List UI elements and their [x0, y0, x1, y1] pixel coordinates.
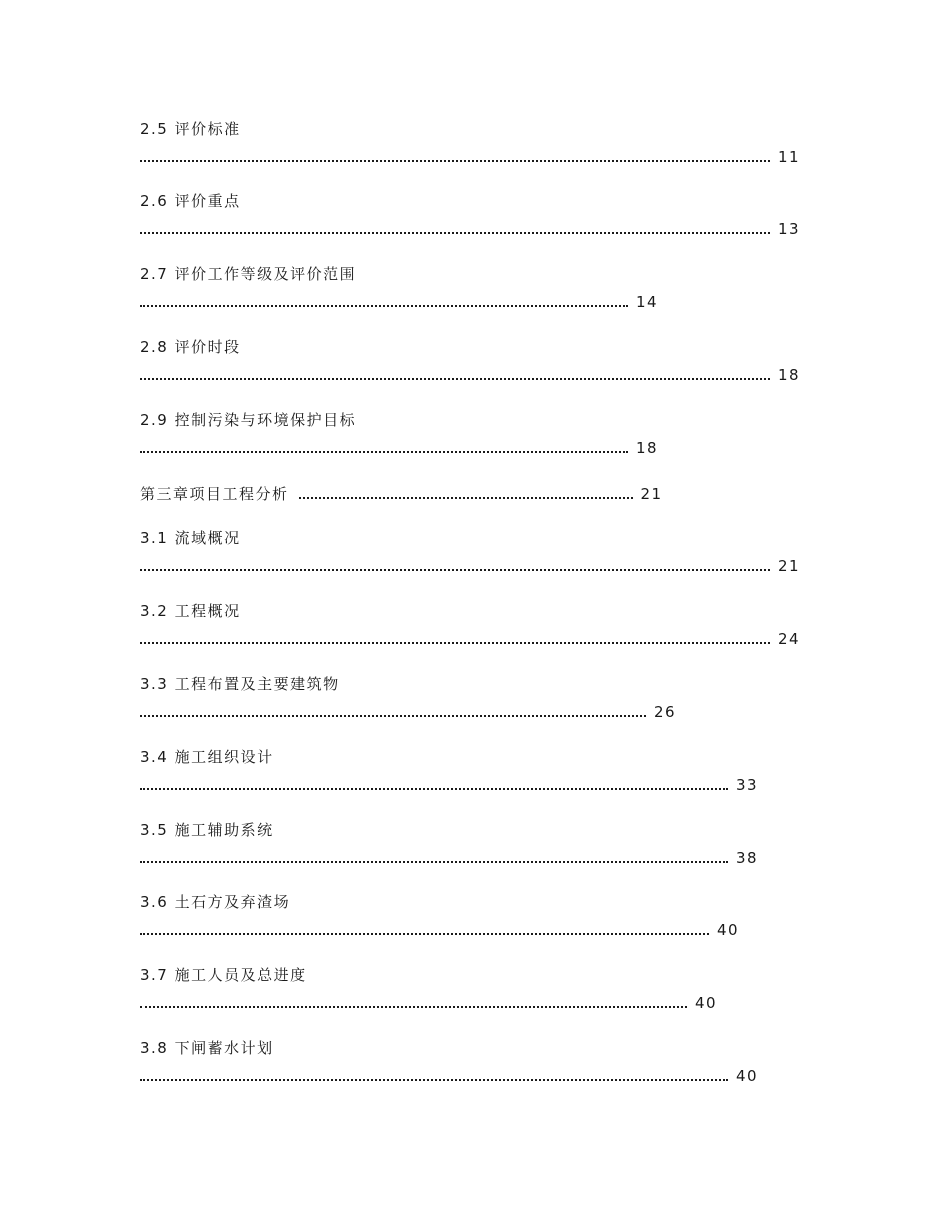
toc-page-3-1: 21: [778, 557, 801, 575]
dot-leader: [140, 847, 728, 863]
toc-page-2-6: 13: [778, 220, 801, 238]
dot-leader: [299, 483, 633, 499]
toc-title-2-9: 2.9 控制污染与环境保护目标: [140, 411, 357, 429]
toc-leader-3-5: [140, 847, 758, 868]
toc-leader-3-2: [140, 628, 800, 649]
toc-title-2-7: 2.7 评价工作等级及评价范围: [140, 265, 357, 283]
toc-chapter-3: [140, 483, 663, 504]
dot-leader: [140, 992, 687, 1008]
toc-leader-3-7: [140, 992, 717, 1013]
toc-leader-2-9: [140, 437, 658, 458]
toc-leader-2-6: [140, 218, 800, 239]
dot-leader: [140, 555, 770, 571]
toc-leader-3-8: [140, 1065, 758, 1086]
dot-leader: [140, 1065, 728, 1081]
dot-leader: [140, 146, 770, 162]
dot-leader: [140, 701, 646, 717]
dot-leader: [140, 774, 728, 790]
toc-leader-3-4: [140, 774, 758, 795]
toc-page-2-8: 18: [778, 366, 801, 384]
toc-title-3-7: 3.7 施工人员及总进度: [140, 966, 307, 984]
toc-title-2-6: 2.6 评价重点: [140, 192, 241, 210]
dot-leader: [140, 218, 770, 234]
toc-page-2-7: 14: [636, 293, 659, 311]
toc-title-3-4: 3.4 施工组织设计: [140, 748, 274, 766]
toc-title-3-6: 3.6 土石方及弃渣场: [140, 893, 291, 911]
toc-title-2-8: 2.8 评价时段: [140, 338, 241, 356]
toc-page-3-5: 38: [736, 849, 759, 867]
dot-leader: [140, 919, 709, 935]
toc-leader-3-6: [140, 919, 739, 940]
toc-title-chapter-3: 第三章项目工程分析: [140, 485, 289, 503]
dot-leader: [140, 364, 770, 380]
toc-leader-3-1: [140, 555, 800, 576]
toc-leader-2-8: [140, 364, 800, 385]
toc-page-3-3: 26: [654, 703, 677, 721]
toc-page-2-5: 11: [778, 148, 801, 166]
toc-title-2-5: 2.5 评价标准: [140, 120, 241, 138]
toc-title-3-3: 3.3 工程布置及主要建筑物: [140, 675, 340, 693]
dot-leader: [140, 628, 770, 644]
toc-page-3-2: 24: [778, 630, 801, 648]
toc-leader-2-5: [140, 146, 800, 167]
toc-page-chapter-3: 21: [640, 485, 663, 503]
toc-title-3-2: 3.2 工程概况: [140, 602, 241, 620]
toc-page-3-6: 40: [717, 921, 740, 939]
toc-title-3-1: 3.1 流域概况: [140, 529, 241, 547]
toc-leader-3-3: [140, 701, 676, 722]
toc-page-3-4: 33: [736, 776, 759, 794]
toc-page-3-8: 40: [736, 1067, 759, 1085]
toc-title-3-5: 3.5 施工辅助系统: [140, 821, 274, 839]
toc-leader-2-7: [140, 291, 658, 312]
dot-leader: [140, 291, 628, 307]
toc-title-3-8: 3.8 下闸蓄水计划: [140, 1039, 274, 1057]
toc-page-3-7: 40: [695, 994, 718, 1012]
toc-page-2-9: 18: [636, 439, 659, 457]
dot-leader: [140, 437, 628, 453]
